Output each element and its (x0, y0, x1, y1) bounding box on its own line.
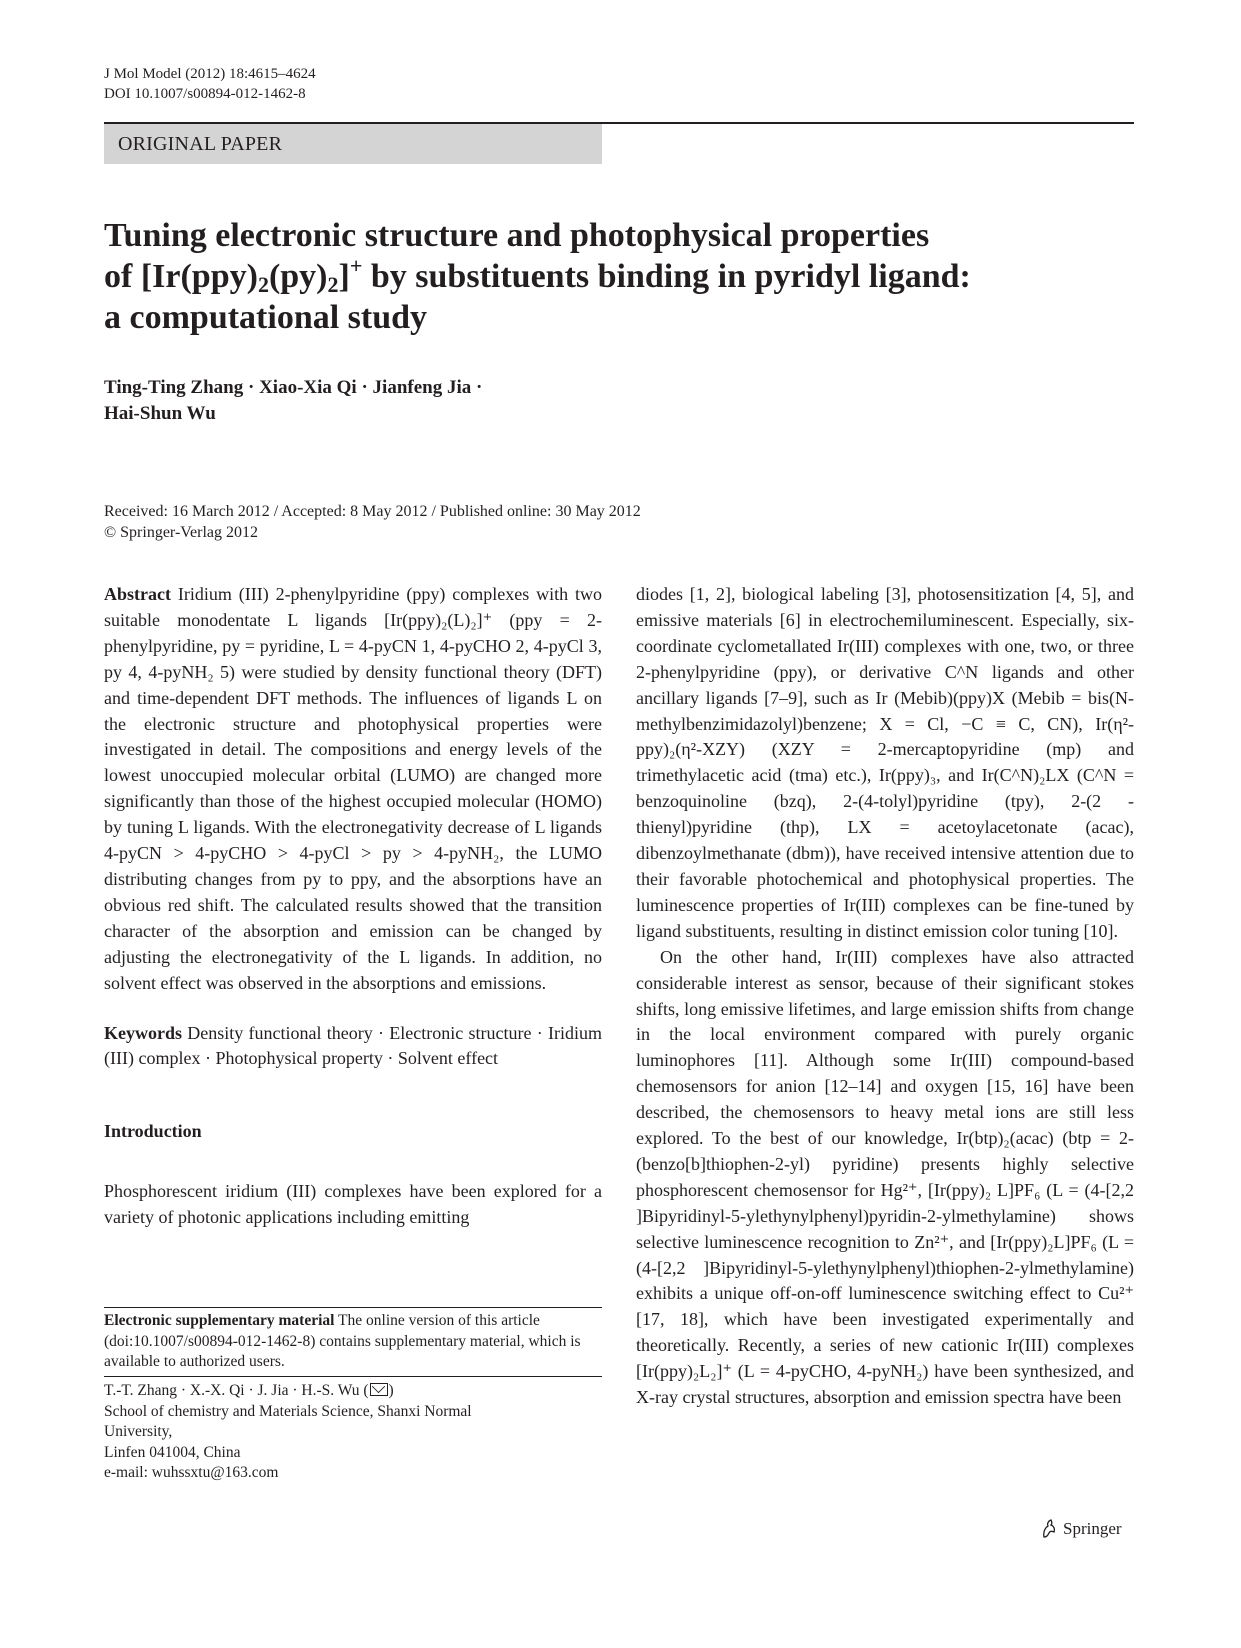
affiliation-line-1: School of chemistry and Materials Science, Shanxi Normal (104, 1402, 472, 1420)
keywords-heading: Keywords (104, 1022, 182, 1043)
title-line-3: a computational study (104, 299, 428, 336)
keywords-paragraph (104, 1021, 602, 1073)
email-line: e-mail: wuhssxtu@163.com (104, 1464, 279, 1481)
esm-text: The online version of this article (doi:10.1007/s00894-012-1462-8) contains supplementary material, which is available to authorized users. (104, 1312, 581, 1370)
envelope-icon (370, 1383, 388, 1396)
springer-horse-icon (1040, 1519, 1058, 1539)
introduction-heading: Introduction (104, 1121, 202, 1142)
affiliation-footnote (104, 1376, 602, 1484)
publisher-name: Springer (1063, 1519, 1122, 1538)
abstract-heading: Abstract (104, 584, 171, 604)
paper-title (104, 215, 1144, 338)
affiliation-line-3: Linfen 041004, China (104, 1443, 241, 1461)
abstract-paragraph (104, 582, 602, 997)
intro-paragraph-2: On the other hand, Ir(III) complexes have also attracted considerable interest as sensor, because of their significant stokes shifts, long emissive lifetimes, and large emission shifts from change in the local environment compared with purely organic luminophores [11]. Although some Ir(III) compound-based chemosensors for anion [12–14] and oxygen [15, 16] have been described, the chemosensors to heavy metal ions are still less explored. To the best of our knowledge, Ir(btp)₂(acac) (btp = 2-(benzo[b]thiophen-2-yl) pyridine) presents highly selective phosphorescent chemosensor for Hg²⁺, [Ir(ppy)₂ L]PF₆ (L = (4-[2,2 ]Bipyridinyl-5-ylethynylphenyl)pyridin-2-ylmethylamine) shows selective luminescence recognition to Zn²⁺, and [Ir(ppy)₂L]PF₆ (L = (4-[2,2 ]Bipyridinyl-5-ylethynylphenyl)thiophen-2-ylmethylamine) exhibits a unique off-on-off luminescence switching effect to Cu²⁺ [17, 18], which have been investigated experimentally and theoretically. Recently, a series of new cationic Ir(III) complexes [Ir(ppy)₂L₂]⁺ (L = 4-pyCHO, 4-pyNH₂) have been synthesized, and X-ray crystal structures, absorption and emission spectra have been (636, 946, 1134, 1408)
left-column (104, 582, 602, 1231)
publication-dates (104, 501, 641, 543)
doi-line: DOI 10.1007/s00894-012-1462-8 (104, 86, 306, 102)
authors-line-2: Hai-Shun Wu (104, 403, 216, 424)
esm-footnote (104, 1307, 602, 1373)
title-line-2: of $[Ir(ppy)_2(py)_2]^+$ by substituents binding in pyridyl ligand: (104, 253, 971, 297)
copyright-line: © Springer-Verlag 2012 (104, 524, 259, 541)
title-line-1: Tuning electronic structure and photophysical properties (104, 217, 930, 254)
right-column (636, 582, 1134, 1411)
keywords-text: Density functional theory · Electronic structure · Iridium (III) complex · Photophysical property · Solvent effect (104, 1022, 602, 1069)
esm-heading: Electronic supplementary material (104, 1312, 335, 1329)
author-list (104, 375, 482, 427)
section-label: ORIGINAL PAPER (104, 124, 602, 164)
journal-citation: J Mol Model (2012) 18:4615–4624 (104, 66, 316, 82)
authors-line-1: Ting-Ting Zhang · Xiao-Xia Qi · Jianfeng Jia · (104, 377, 483, 398)
publisher-logo (1040, 1518, 1122, 1540)
journal-meta (104, 64, 316, 104)
abstract-text: Iridium (III) 2-phenylpyridine (ppy) complexes with two suitable monodentate L ligands [Ir(ppy)₂(L)₂]⁺ (ppy = 2-phenylpyridine, py = pyridine, L = 4-pyCN 1, 4-pyCHO 2, 4-pyCl 3, py 4, 4-pyNH₂ 5) were studied by density functional theory (DFT) and time-dependent DFT methods. The influences of ligands L on the electronic structure and photophysical properties were investigated in detail. The compositions and energy levels of the lowest unoccupied molecular orbital (LUMO) are changed more significantly than those of the highest occupied molecular (HOMO) by tuning L ligands. With the electronegativity decrease of L ligands 4-pyCN > 4-pyCHO > 4-pyCl > py > 4-pyNH₂, the LUMO distributing changes from py to ppy, and the absorptions have an obvious red shift. The calculated results showed that the transition character of the absorption and emission can be changed by adjusting the electronegativity of the L ligands. In addition, no solvent effect was observed in the absorptions and emissions. (104, 584, 602, 993)
authors-short: T.-T. Zhang · X.-X. Qi · J. Jia · H.-S. Wu ( ) (104, 1382, 394, 1399)
affiliation-line-2: University, (104, 1423, 173, 1440)
intro-paragraph-1: diodes [1, 2], biological labeling [3], photosensitization [4, 5], and emissive materials [6] in electrochemiluminescent. Especially, six-coordinate cyclometallated Ir(III) complexes with one, two, or three 2-phenylpyridine (ppy), or derivative C^N ligands and other ancillary ligands [7–9], such as Ir (Mebib)(ppy)X (Mebib = bis(N-methylbenzimidazolyl)benzene; X = Cl, −C ≡ C, CN), Ir(η²-ppy)₂(η²-XZY) (XZY = 2-mercaptopyridine (mp) and trimethylacetic acid (tma) etc.), Ir(ppy)₃, and Ir(C^N)₂LX (C^N = benzoquinoline (bzq), 2-(4-tolyl)pyridine (tpy), 2-(2 -thienyl)pyridine (thp), LX = acetoylacetonate (acac), dibenzoylmethanate (dbm)), have received intensive attention due to their favorable photochemical and photophysical properties. The luminescence properties of Ir(III) complexes can be fine-tuned by ligand substituents, resulting in distinct emission color tuning [10]. (636, 584, 1134, 941)
introduction-text: Phosphorescent iridium (III) complexes have been explored for a variety of photonic applications including emitting (104, 1181, 602, 1228)
dates-line: Received: 16 March 2012 / Accepted: 8 May 2012 / Published online: 30 May 2012 (104, 503, 641, 520)
